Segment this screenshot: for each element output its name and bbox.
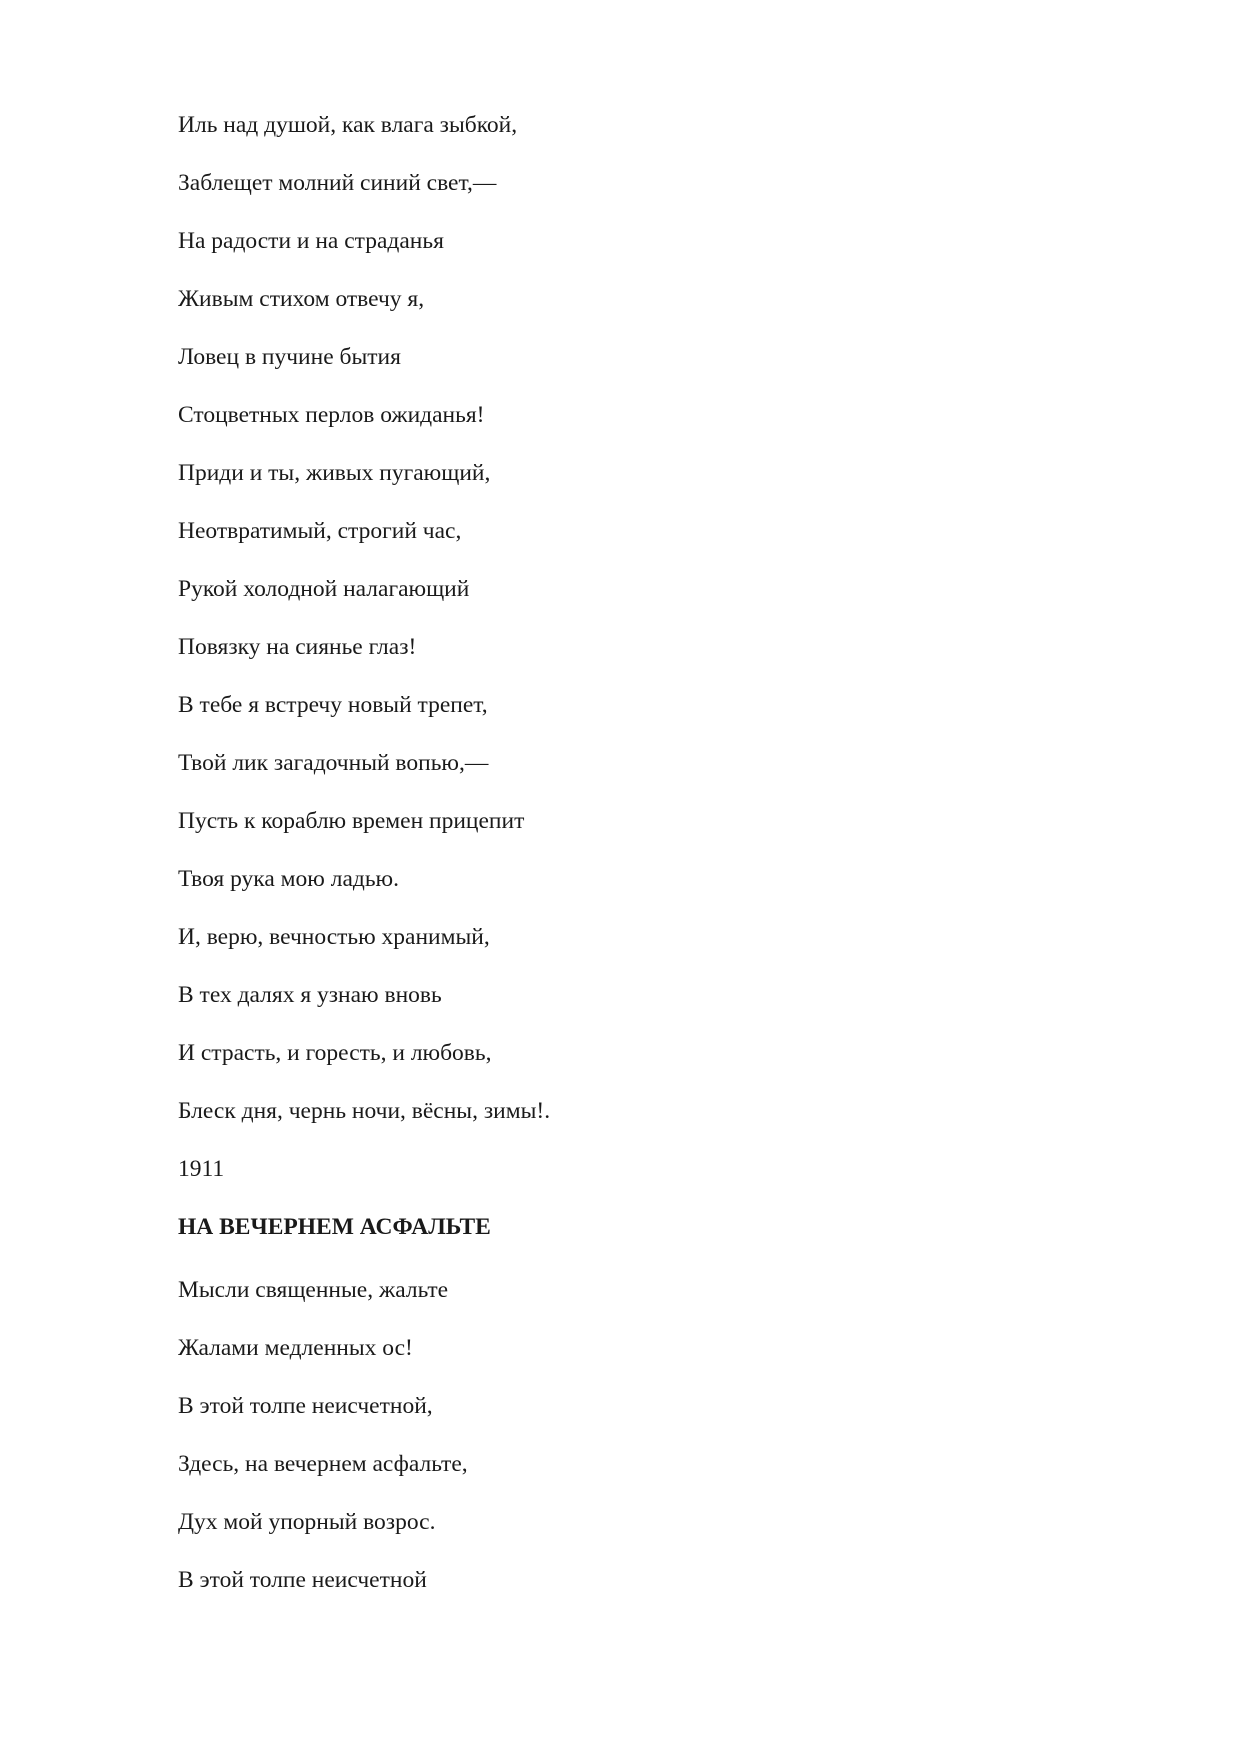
poem-line: Приди и ты, живых пугающий, [178, 460, 491, 486]
poem-line: И, верю, вечностью хранимый, [178, 924, 490, 950]
poem-line: Твой лик загадочный вопью,— [178, 750, 489, 776]
poem-line: Ловец в пучине бытия [178, 344, 401, 370]
poem-line: Рукой холодной налагающий [178, 576, 470, 602]
page-content [178, 112, 1138, 1625]
poem-line: На радости и на страданья [178, 228, 444, 254]
poem-line: Иль над душой, как влага зыбкой, [178, 112, 518, 138]
poem-line: Пусть к кораблю времен прицепит [178, 808, 525, 834]
poem-line: Жалами медленных ос! [178, 1335, 413, 1361]
poem-line: В этой толпе неисчетной, [178, 1393, 433, 1419]
poem-line: В этой толпе неисчетной [178, 1567, 427, 1593]
poem-line: Здесь, на вечернем асфальте, [178, 1451, 468, 1477]
poem-line: В тех далях я узнаю вновь [178, 982, 442, 1008]
poem-line: Неотвратимый, строгий час, [178, 518, 462, 544]
poem-line: В тебе я встречу новый трепет, [178, 692, 488, 718]
poem-line: Твоя рука мою ладью. [178, 866, 399, 892]
poem-line: Стоцветных перлов ожиданья! [178, 402, 485, 428]
poem-line: И страсть, и горесть, и любовь, [178, 1040, 492, 1066]
poem-line: Дух мой упорный возрос. [178, 1509, 436, 1535]
poem-line: Заблещет молний синий свет,— [178, 170, 497, 196]
poem-year: 1911 [178, 1156, 225, 1182]
poem-line: Мысли священные, жальте [178, 1277, 449, 1303]
poem-title: НА ВЕЧЕРНЕМ АСФАЛЬТЕ [178, 1214, 491, 1240]
poem-line: Блеск дня, чернь ночи, вёсны, зимы!. [178, 1098, 551, 1124]
poem-line: Повязку на сиянье глаз! [178, 634, 417, 660]
poem-line: Живым стихом отвечу я, [178, 286, 425, 312]
